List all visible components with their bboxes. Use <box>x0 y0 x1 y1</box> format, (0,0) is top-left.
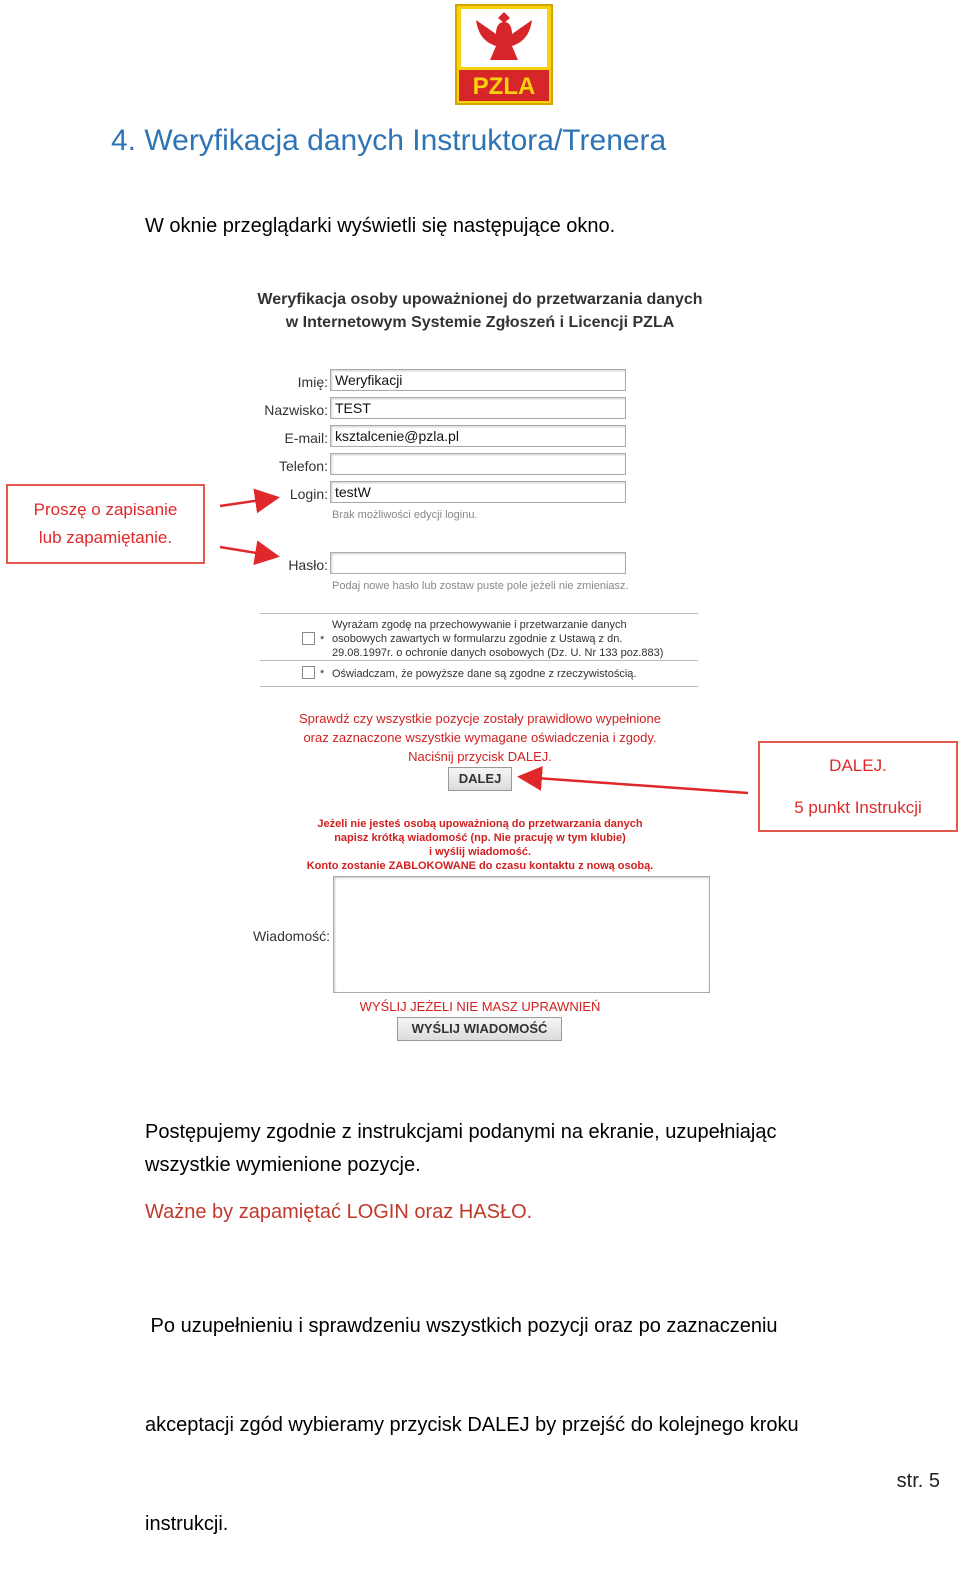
paragraph-line: Postępujemy zgodnie z instrukcjami podanymi na ekranie, uzupełniając <box>145 1121 777 1143</box>
consent-line: Wyrażam zgodę na przechowywanie i przetwarzanie danych <box>332 619 627 631</box>
paragraph-line: akceptacji zgód wybieramy przycisk DALEJ by przejść do kolejnego kroku <box>145 1414 799 1436</box>
section-heading: 4. Weryfikacja danych Instruktora/Trenera <box>111 124 667 157</box>
last-name-label: Nazwisko: <box>264 402 328 418</box>
email-label: E-mail: <box>284 430 328 446</box>
check-line: oraz zaznaczone wszystkie wymagane oświadczenia i zgody. <box>303 730 657 745</box>
unauth-line: napisz krótką wiadomość (np. Nie pracuję w tym klubie) <box>334 832 626 844</box>
send-caption: WYŚLIJ JEŻELI NIE MASZ UPRAWNIEŃ <box>359 999 601 1014</box>
paragraph-instructions <box>145 1116 885 1182</box>
consent-line: 29.08.1997r. o ochronie danych osobowych (Dz. U. Nr 133 poz.883) <box>332 647 664 659</box>
svg-text:PZLA: PZLA <box>472 73 536 100</box>
form-title-line: w Internetowym Systemie Zgłoszeń i Licencji PZLA <box>285 314 675 331</box>
paragraph-line: wszystkie wymienione pozycje. <box>145 1154 421 1176</box>
arrow-to-login <box>220 498 275 506</box>
intro-text: W oknie przeglądarki wyświetli się następujące okno. <box>145 215 616 237</box>
password-label: Hasło: <box>288 557 328 573</box>
phone-label: Telefon: <box>278 458 328 474</box>
paragraph-line: Po uzupełnieniu i sprawdzeniu wszystkich pozycji oraz po zaznaczeniu <box>145 1315 778 1337</box>
dalej-button[interactable]: DALEJ <box>448 767 512 791</box>
required-mark: * <box>320 668 325 680</box>
page-number: str. 5 <box>896 1470 940 1492</box>
message-label: Wiadomość: <box>252 928 330 944</box>
password-hint: Podaj nowe hasło lub zostaw puste pole jeżeli nie zmieniasz. <box>332 580 629 592</box>
paragraph-line: instrukcji. <box>145 1513 229 1535</box>
send-message-button[interactable]: WYŚLIJ WIADOMOŚĆ <box>397 1017 562 1041</box>
check-line: Sprawdź czy wszystkie pozycje zostały prawidłowo wypełnione <box>299 711 661 726</box>
consent-line: osobowych zawartych w formularzu zgodnie z Ustawą z dn. <box>332 633 623 645</box>
last-name-field[interactable]: TEST <box>330 397 626 419</box>
paragraph-next-step <box>145 1244 885 1574</box>
arrow-to-password <box>220 547 275 556</box>
email-field[interactable]: ksztalcenie@pzla.pl <box>330 425 626 447</box>
check-line: Naciśnij przycisk DALEJ. <box>408 749 552 764</box>
required-mark: * <box>320 634 325 646</box>
callout-line: 5 punkt Instrukcji <box>794 798 922 817</box>
login-label: Login: <box>289 486 328 502</box>
unauth-line: Jeżeli nie jesteś osobą upoważnioną do przetwarzania danych <box>317 818 643 830</box>
callout-line: DALEJ. <box>829 756 887 775</box>
login-hint: Brak możliwości edycji loginu. <box>332 509 478 521</box>
arrow-to-dalej <box>522 777 748 793</box>
consent-truth-text: Oświadczam, że powyższe dane są zgodne z rzeczywistością. <box>332 668 637 680</box>
first-name-label: Imię: <box>297 374 328 390</box>
first-name-field[interactable]: Weryfikacji <box>330 369 626 391</box>
paragraph-remember: Ważne by zapamiętać LOGIN oraz HASŁO. <box>145 1201 533 1223</box>
login-field[interactable]: testW <box>330 481 626 503</box>
callout-line: Proszę o zapisanie <box>33 500 178 519</box>
callout-line: lub zapamiętanie. <box>38 528 173 547</box>
unauth-line: i wyślij wiadomość. <box>428 846 532 858</box>
unauth-line: Konto zostanie ZABLOKOWANE do czasu kontaktu z nową osobą. <box>306 860 654 872</box>
form-title-line: Weryfikacja osoby upoważnionej do przetwarzania danych <box>257 291 703 308</box>
